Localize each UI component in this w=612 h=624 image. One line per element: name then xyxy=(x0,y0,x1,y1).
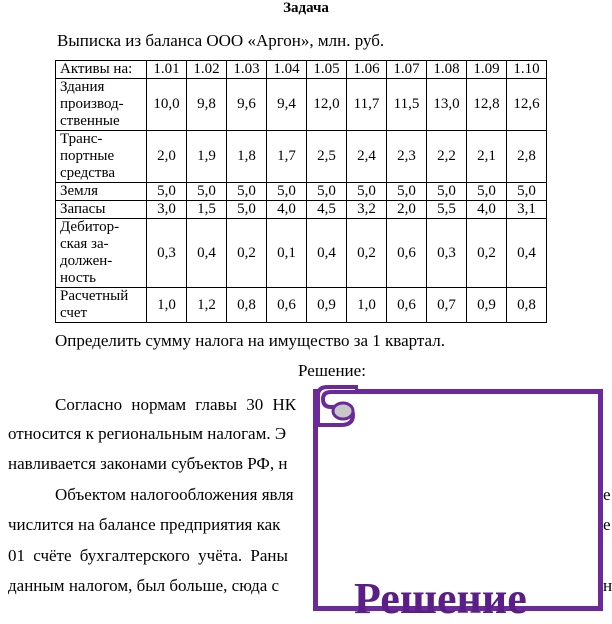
table-cell: 0,4 xyxy=(507,219,547,288)
table-cell: 0,2 xyxy=(227,219,267,288)
table-cell: 0,2 xyxy=(467,219,507,288)
table-cell: 12,0 xyxy=(307,79,347,131)
table-cell: 0,3 xyxy=(427,219,467,288)
table-body xyxy=(56,79,547,323)
table-cell: 12,6 xyxy=(507,79,547,131)
table-cell: 5,0 xyxy=(467,183,507,201)
table-cell: 1,0 xyxy=(147,288,187,323)
table-cell: 5,0 xyxy=(507,183,547,201)
table-cell: 5,5 xyxy=(427,201,467,219)
table-row xyxy=(56,219,547,288)
table-cell: 0,8 xyxy=(227,288,267,323)
table-cell: 11,7 xyxy=(347,79,387,131)
table-cell: 9,6 xyxy=(227,79,267,131)
table-cell: 9,4 xyxy=(267,79,307,131)
row-label-line: ская за- xyxy=(60,236,109,252)
scroll-curl-icon xyxy=(313,385,358,435)
paragraph-line: 01 счёте бухгалтерского учёта. Раны xyxy=(8,546,288,565)
table-cell: 2,8 xyxy=(507,131,547,183)
table-cell: 5,0 xyxy=(227,183,267,201)
table-cell: 5,0 xyxy=(147,183,187,201)
row-label-line: счет xyxy=(60,305,88,321)
table-column-header: 1.09 xyxy=(467,61,507,79)
table-column-header: 1.03 xyxy=(227,61,267,79)
table-column-header: 1.04 xyxy=(267,61,307,79)
row-label-line: Транс- xyxy=(60,131,103,147)
paragraph-line: числится на балансе предприятия как xyxy=(8,515,281,534)
table-cell: 2,1 xyxy=(467,131,507,183)
row-label-line: должен- xyxy=(60,253,113,269)
table-header-label: Активы на: xyxy=(56,61,147,79)
balance-table xyxy=(55,60,547,323)
row-label xyxy=(56,201,147,219)
table-cell: 2,4 xyxy=(347,131,387,183)
table-cell: 13,0 xyxy=(427,79,467,131)
row-label xyxy=(56,131,147,183)
row-label-line: средства xyxy=(60,165,116,181)
row-label-line: Запасы xyxy=(60,201,106,217)
table-cell: 1,5 xyxy=(187,201,227,219)
table-row xyxy=(56,201,547,219)
doc-subtitle: Выписка из баланса ООО «Аргон», млн. руб. xyxy=(57,31,385,50)
table-column-header: 1.08 xyxy=(427,61,467,79)
table-cell: 1,0 xyxy=(347,288,387,323)
table-cell: 5,0 xyxy=(387,183,427,201)
paragraph-line: Согласно нормам главы 30 НК xyxy=(55,395,297,414)
row-label-line: Здания xyxy=(60,79,105,95)
table-cell: 4,0 xyxy=(467,201,507,219)
row-label-line: Дебитор- xyxy=(60,219,120,235)
row-label xyxy=(56,183,147,201)
table-cell: 1,8 xyxy=(227,131,267,183)
table-row xyxy=(56,79,547,131)
table-cell: 1,2 xyxy=(187,288,227,323)
table-cell: 4,5 xyxy=(307,201,347,219)
table-cell: 9,8 xyxy=(187,79,227,131)
table-cell: 2,5 xyxy=(307,131,347,183)
row-label-line: производ- xyxy=(60,96,124,112)
paragraph-line: Объектом налогообложения явля xyxy=(55,485,294,504)
table-cell: 2,3 xyxy=(387,131,427,183)
table-cell: 5,0 xyxy=(267,183,307,201)
table-column-header: 1.01 xyxy=(147,61,187,79)
row-label xyxy=(56,288,147,323)
doc-title: Задача xyxy=(283,0,329,16)
table-column-header: 1.05 xyxy=(307,61,347,79)
paragraph-line: данным налогом, был больше, сюда с xyxy=(8,576,280,595)
table-cell: 0,3 xyxy=(147,219,187,288)
table-cell: 5,0 xyxy=(307,183,347,201)
table-cell: 3,2 xyxy=(347,201,387,219)
banner-title: Решение xyxy=(354,574,527,623)
solution-heading: Решение: xyxy=(298,361,366,380)
paragraph-line: навливается законами субъектов РФ, н xyxy=(8,454,288,473)
table-cell: 3,1 xyxy=(507,201,547,219)
row-label xyxy=(56,79,147,131)
table-cell: 0,1 xyxy=(267,219,307,288)
row-label-line: Земля xyxy=(60,183,99,199)
table-cell: 10,0 xyxy=(147,79,187,131)
row-label-line: портные xyxy=(60,148,115,164)
table-cell: 1,7 xyxy=(267,131,307,183)
paragraph-fragment: е xyxy=(603,515,611,534)
table-column-header: 1.07 xyxy=(387,61,427,79)
table-column-header: 1.10 xyxy=(507,61,547,79)
table-column-header: 1.06 xyxy=(347,61,387,79)
table-cell: 0,7 xyxy=(427,288,467,323)
table-header-row xyxy=(56,61,547,79)
table-cell: 0,6 xyxy=(387,219,427,288)
table-cell: 2,0 xyxy=(147,131,187,183)
table-cell: 0,9 xyxy=(307,288,347,323)
table-row xyxy=(56,183,547,201)
table-cell: 0,2 xyxy=(347,219,387,288)
row-label-line: ственные xyxy=(60,113,120,129)
row-label-line: ность xyxy=(60,270,96,286)
table-row xyxy=(56,131,547,183)
table-cell: 3,0 xyxy=(147,201,187,219)
table-cell: 4,0 xyxy=(267,201,307,219)
table-cell: 0,4 xyxy=(187,219,227,288)
table-cell: 5,0 xyxy=(347,183,387,201)
table-cell: 1,9 xyxy=(187,131,227,183)
table-cell: 5,0 xyxy=(227,201,267,219)
paragraph-fragment: н xyxy=(603,576,612,595)
table-cell: 0,8 xyxy=(507,288,547,323)
paragraph-fragment: е xyxy=(603,485,611,504)
table-cell: 12,8 xyxy=(467,79,507,131)
table-column-header: 1.02 xyxy=(187,61,227,79)
table-cell: 0,6 xyxy=(267,288,307,323)
table-cell: 11,5 xyxy=(387,79,427,131)
row-label-line: Расчетный xyxy=(60,288,129,304)
task-statement: Определить сумму налога на имущество за 1 квартал. xyxy=(55,331,445,350)
table-row xyxy=(56,288,547,323)
table-cell: 0,9 xyxy=(467,288,507,323)
table-cell: 5,0 xyxy=(187,183,227,201)
row-label xyxy=(56,219,147,288)
table-cell: 0,6 xyxy=(387,288,427,323)
table-cell: 5,0 xyxy=(427,183,467,201)
table-cell: 0,4 xyxy=(307,219,347,288)
table-cell: 2,0 xyxy=(387,201,427,219)
table-cell: 2,2 xyxy=(427,131,467,183)
paragraph-line: относится к региональным налогам. Э xyxy=(8,424,287,443)
